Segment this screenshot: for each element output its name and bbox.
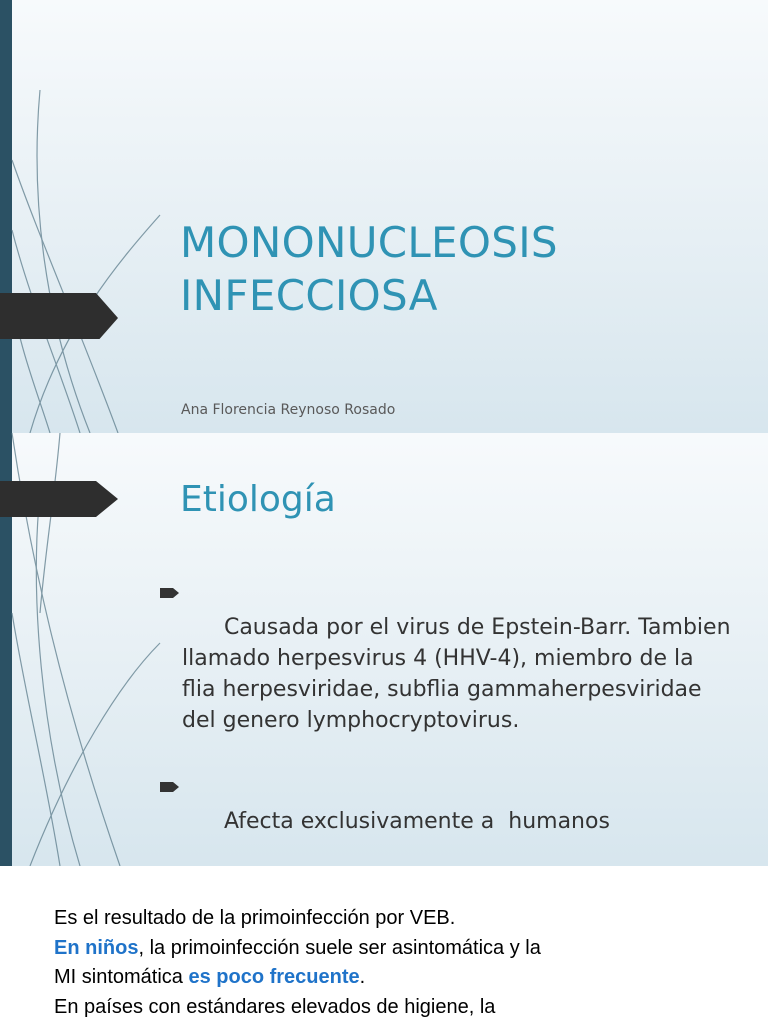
document-body — [54, 904, 714, 1022]
bullet-list — [160, 581, 768, 866]
slide-tab-marker — [0, 293, 120, 339]
doc-text: Es el resultado de la primoinfección por VEB. — [54, 907, 456, 929]
doc-highlight: En niños — [54, 936, 139, 959]
doc-highlight: es poco frecuente — [188, 966, 360, 988]
slide-title-line2: INFECCIOSA — [180, 271, 438, 320]
slide-title: Etiología — [180, 479, 336, 520]
bullet-text: Causada por el virus de Epstein-Barr. Tambien llamado herpesvirus 4 (HHV-4), miembro de la flia herpesviridae, subflia gammaherpesviridae del genero lymphocryptovirus. — [182, 615, 731, 733]
bullet-text: Afecta exclusivamente a humanos — [223, 809, 610, 834]
bullet-item — [160, 581, 768, 767]
doc-line — [54, 904, 714, 934]
doc-line — [54, 934, 714, 964]
slide-title-line1: MONONUCLEOSIS — [180, 218, 558, 267]
slide-tab-marker — [0, 481, 120, 527]
arrow-bullet-icon — [160, 780, 180, 794]
doc-text: , la primoinfección suele ser asintomática y la — [138, 936, 541, 959]
doc-text: En países con estándares elevados de higiene, la — [54, 995, 496, 1018]
doc-line — [54, 963, 714, 993]
slide-title — [180, 216, 558, 322]
doc-text: . — [359, 966, 366, 988]
slide-author: Ana Florencia Reynoso Rosado — [181, 402, 396, 418]
etiology-slide — [0, 433, 768, 866]
bullet-item — [160, 775, 768, 866]
title-slide — [0, 0, 768, 433]
doc-text: MI sintomática — [54, 966, 189, 988]
doc-line — [54, 993, 714, 1023]
arrow-bullet-icon — [160, 586, 180, 600]
decorative-lines — [0, 0, 200, 433]
